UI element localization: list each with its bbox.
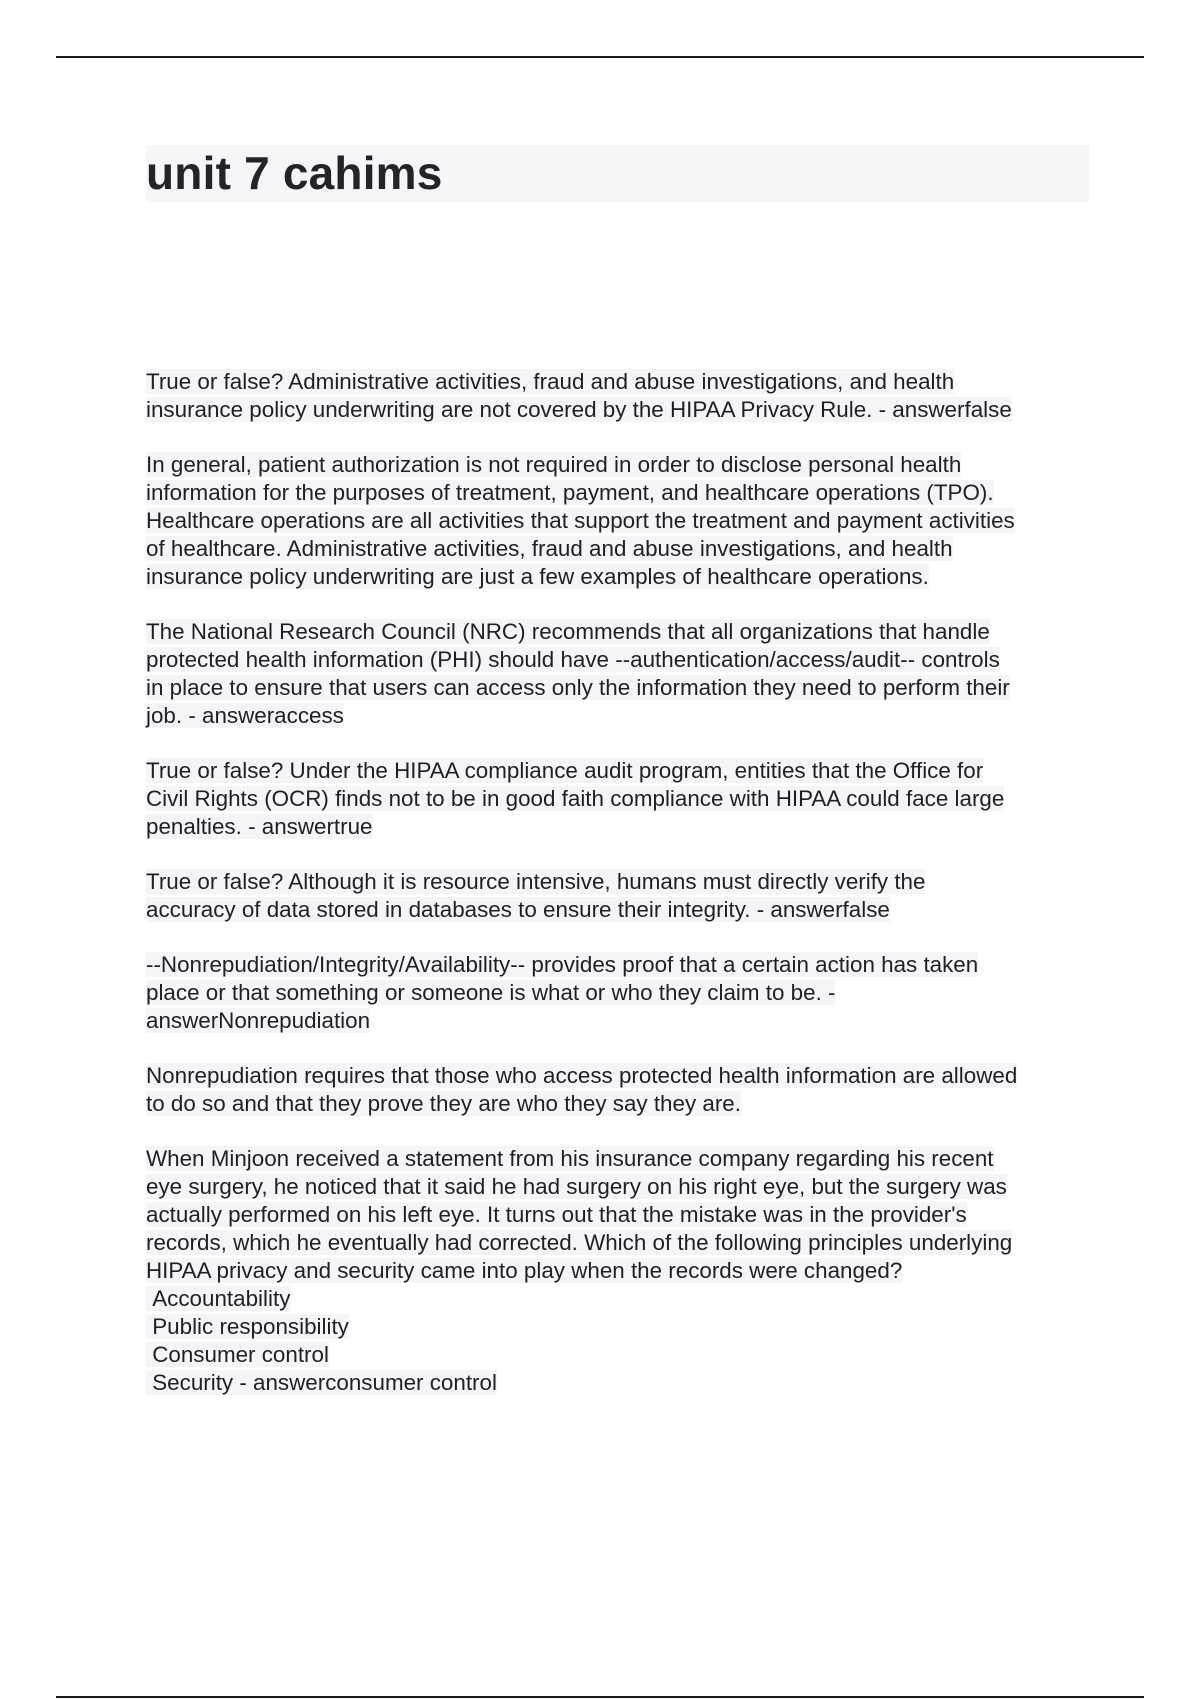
- qa-entry: [146, 757, 1096, 841]
- qa-entry: [146, 618, 1096, 730]
- qa-entry-text: True or false? Administrative activities, fraud and abuse investigations, and health insurance policy underwriting are not covered by the HIPAA Privacy Rule. - answerfalse: [146, 369, 1012, 422]
- qa-entry-text: True or false? Under the HIPAA compliance audit program, entities that the Office for Civil Rights (OCR) finds not to be in good faith compliance with HIPAA could face large penalties. - answertrue: [146, 758, 1005, 839]
- qa-entry: [146, 451, 1096, 591]
- bottom-divider: [56, 1696, 1144, 1698]
- qa-entry-text: The National Research Council (NRC) recommends that all organizations that handle protected health information (PHI) should have --authentication/access/audit-- controls in place to ensure that users can access only the information they need to perform their job. - answeraccess: [146, 619, 1010, 728]
- qa-list: [146, 368, 1096, 1424]
- qa-entry-text: True or false? Although it is resource intensive, humans must directly verify the accuracy of data stored in databases to ensure their integrity. - answerfalse: [146, 869, 926, 922]
- qa-entry-text: In general, patient authorization is not required in order to disclose personal health information for the purposes of treatment, payment, and healthcare operations (TPO). Healthcare operations are all activities that support the treatment and payment activities of healthcare. Administrative activities, fraud and abuse investigations, and health insurance policy underwriting are just a few examples of healthcare operations.: [146, 452, 1015, 589]
- qa-entry: [146, 1062, 1096, 1118]
- page-title: unit 7 cahims: [146, 147, 443, 199]
- qa-entry: [146, 951, 1096, 1035]
- qa-entry-text: --Nonrepudiation/Integrity/Availability-- provides proof that a certain action has taken place or that something or someone is what or who they claim to be. - answerNonrepudiation: [146, 952, 979, 1033]
- top-divider: [56, 56, 1144, 58]
- qa-entry: [146, 368, 1096, 424]
- qa-entry-text: Nonrepudiation requires that those who access protected health information are allowed to do so and that they prove they are who they say they are.: [146, 1063, 1018, 1116]
- qa-entry-text: When Minjoon received a statement from his insurance company regarding his recent eye surgery, he noticed that it said he had surgery on his right eye, but the surgery was actually performed on his left eye. It turns out that the mistake was in the provider's records, which he eventually had corrected. Which of the following principles underlying HIPAA privacy and security came into play when the records were changed? Accountability Public responsibility Consumer control Security - answerconsumer control: [146, 1146, 1013, 1395]
- qa-entry: [146, 868, 1096, 924]
- qa-entry: [146, 1145, 1096, 1397]
